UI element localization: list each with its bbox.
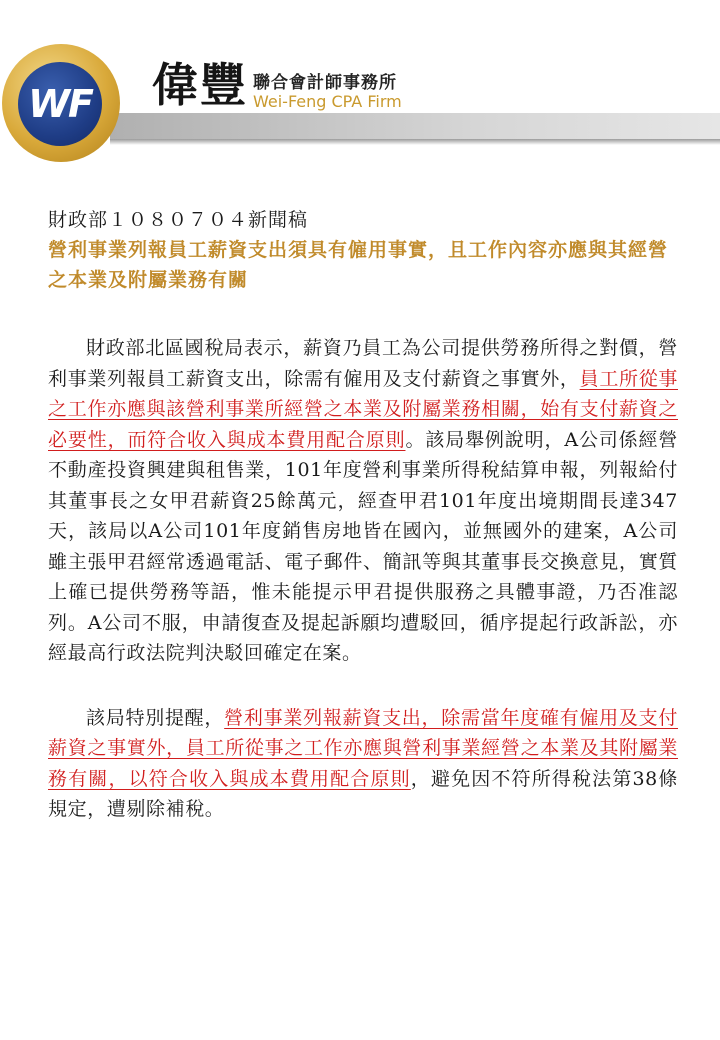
firm-logo (18, 62, 102, 146)
firm-name-en: Wei-Feng CPA Firm (253, 92, 402, 111)
paragraph-1 (48, 333, 678, 669)
paragraph-2-text: 該局特別提醒， (86, 706, 225, 729)
header-band-shadow (110, 139, 720, 145)
headline: 營利事業列報員工薪資支出須具有僱用事實，且工作內容亦應與其經營之本業及附屬業務有關 (48, 239, 669, 291)
paragraph-2 (48, 703, 678, 825)
paragraph-2-highlight: 營利事業列報薪資支出，除需當年度確有僱用及支付薪資之事實外，員工所從事之工作亦應與營利事業經營之本業及其附屬業務有關，以符合收入與成本費用配合原則 (48, 706, 678, 790)
firm-subtitle-cn: 聯合會計師事務所 (253, 73, 397, 93)
header-band (110, 113, 720, 139)
document-body (48, 205, 678, 825)
paragraph-2-text-cont: ，避免因不符所得稅法第38條規定，遭剔除補稅。 (48, 767, 679, 820)
paragraph-1-highlight: 員工所從事之工作亦應與該營利事業所經營之本業及附屬業務相關，始有支付薪資之必要性，而符合收入與成本費用配合原則 (48, 367, 678, 451)
paragraph-1-text: 財政部北區國稅局表示，薪資乃員工為公司提供勞務所得之對價，營利事業列報員工薪資支出，除需有僱用及支付薪資之事實外， (48, 337, 678, 390)
page-header (0, 0, 720, 170)
paragraph-1-text-cont: 。該局舉例說明，A公司係經營不動產投資興建與租售業，101年度營利事業所得稅結算申報，列報給付其董事長之女甲君薪資25餘萬元，經查甲君101年度出境期間長達347天，該局以A公司101年度銷售房地皆在國內，並無國外的建案，A公司雖主張甲君經常透過電話、電子郵件、簡訊等與其董事長交換意見，實質上確已提供勞務等語，惟未能提示甲君提供服務之具體事證，乃否准認列。A公司不服，申請復查及提起訴願均遭駁回，循序提起行政訴訟，亦經最高行政法院判決駁回確定在案。 (48, 428, 678, 664)
logo-text: WF (28, 82, 92, 126)
firm-name-cn: 偉豐 (152, 58, 248, 112)
release-line: 財政部１０８０７０４新聞稿 (48, 209, 309, 231)
